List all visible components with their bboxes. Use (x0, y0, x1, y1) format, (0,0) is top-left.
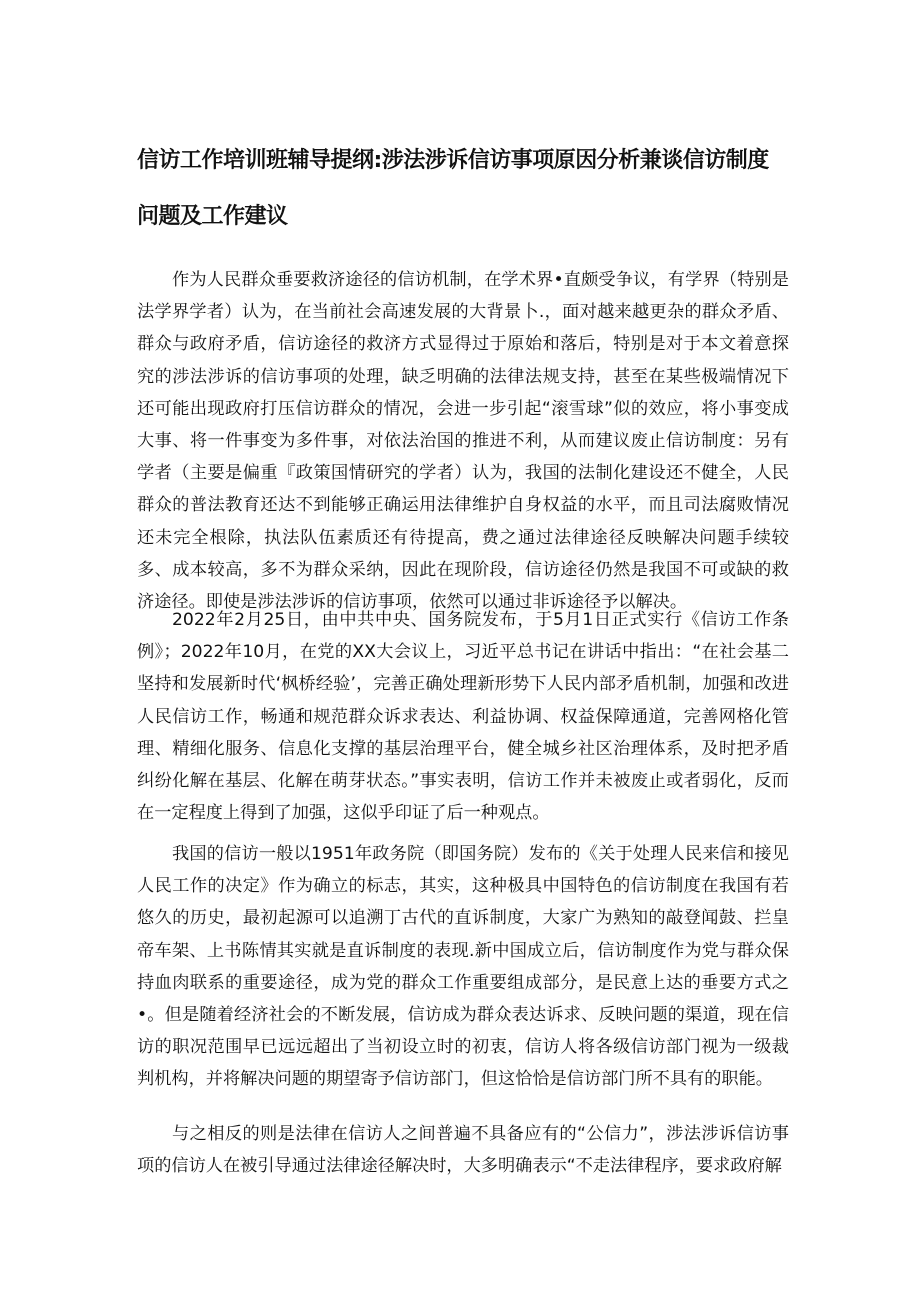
document-title-line-1: 信访工作培训班辅导提纲:涉法涉诉信访事项原因分析兼谈信访制度 (137, 148, 769, 173)
document-title-line-2: 问题及工作建议 (137, 204, 288, 229)
paragraph-2: 2022年2月25日，由中共中央、国务院发布，于5月1日正式实行《信访工作条例》；2022年10月，在党的XX大会议上，习近平总书记在讲话中指出：“在社会基二坚持和发展新时代‘枫桥经验’，完善正确处理新形势下人民内部矛盾机制，加强和改进人民信访工作，畅通和规范群众诉求表达、利益协调、权益保障通道，完善网格化管理、精细化服务、信息化支撑的基层治理平台，健全城乡社区治理体系，及时把矛盾纠纷化解在基层、化解在萌芽状态。”事实表明，信访工作并未被废止或者弱化，反而在一定程度上得到了加强，这似乎印证了后一种观点。 (137, 610, 789, 824)
paragraph-3: 我国的信访一般以1951年政务院（即国务院）发布的《关于处理人民来信和接见人民工作的决定》作为确立的标志，其实，这种极具中国特色的信访制度在我国有若悠久的历史，最初起源可以追溯丁古代的直诉制度，大家广为熟知的敲登闻鼓、拦皇帝车架、上书陈情其实就是直诉制度的表现.新中国成立后，信访制度作为党与群众保持血肉联系的重要途径，成为党的群众工作重要组成部分，是民意上达的垂要方式之•。但是随着经济社会的不断发展，信访成为群众表达诉求、反映问题的渠道，现在信访的职况范围早已远远超出了当初设立时的初衷，信访人将各级信访部门视为一级裁判机构，并将解决问题的期望寄予信访部门，但这恰恰是信访部门所不具有的职能。 (137, 844, 789, 1090)
paragraph-4: 与之相反的则是法律在信访人之间普遍不具备应有的“公信力”，涉法涉诉信访事项的信访人在被引导通过法律途径解决时，大多明确表示“不走法律程序，要求政府解 (137, 1124, 789, 1177)
paragraph-1: 作为人民群众垂要救济途径的信访机制，在学术界•直颇受争议，有学界（特别是法学界学者）认为，在当前社会高速发展的大背景卜.，面对越来越更杂的群众矛盾、群众与政府矛盾，信访途径的救济方式显得过于原始和落后，特别是对于本文着意探究的涉法涉诉的信访事项的处理，缺乏明确的法律法规支持，甚至在某些极端情况下还可能出现政府打压信访群众的情况，会进一步引起“滚雪球”似的效应，将小事变成大事、将一件事变为多件事，对依法治国的推进不利，从而建议废止信访制度：另有学者（主要是偏重『政策国情研究的学者）认为，我国的法制化建设还不健全，人民群众的普法教育还达不到能够正确运用法律维护自身权益的水平，而且司法腐败情况还未完全根除，执法队伍素质还有待提高，费之通过法律途径反映解决问题手续较多、成本较高，多不为群众采纳，因此在现阶段，信访途径仍然是我国不可或缺的救济途径。即使是涉法涉诉的信访事项，依然可以通过非诉途径予以解决。 (137, 270, 789, 613)
